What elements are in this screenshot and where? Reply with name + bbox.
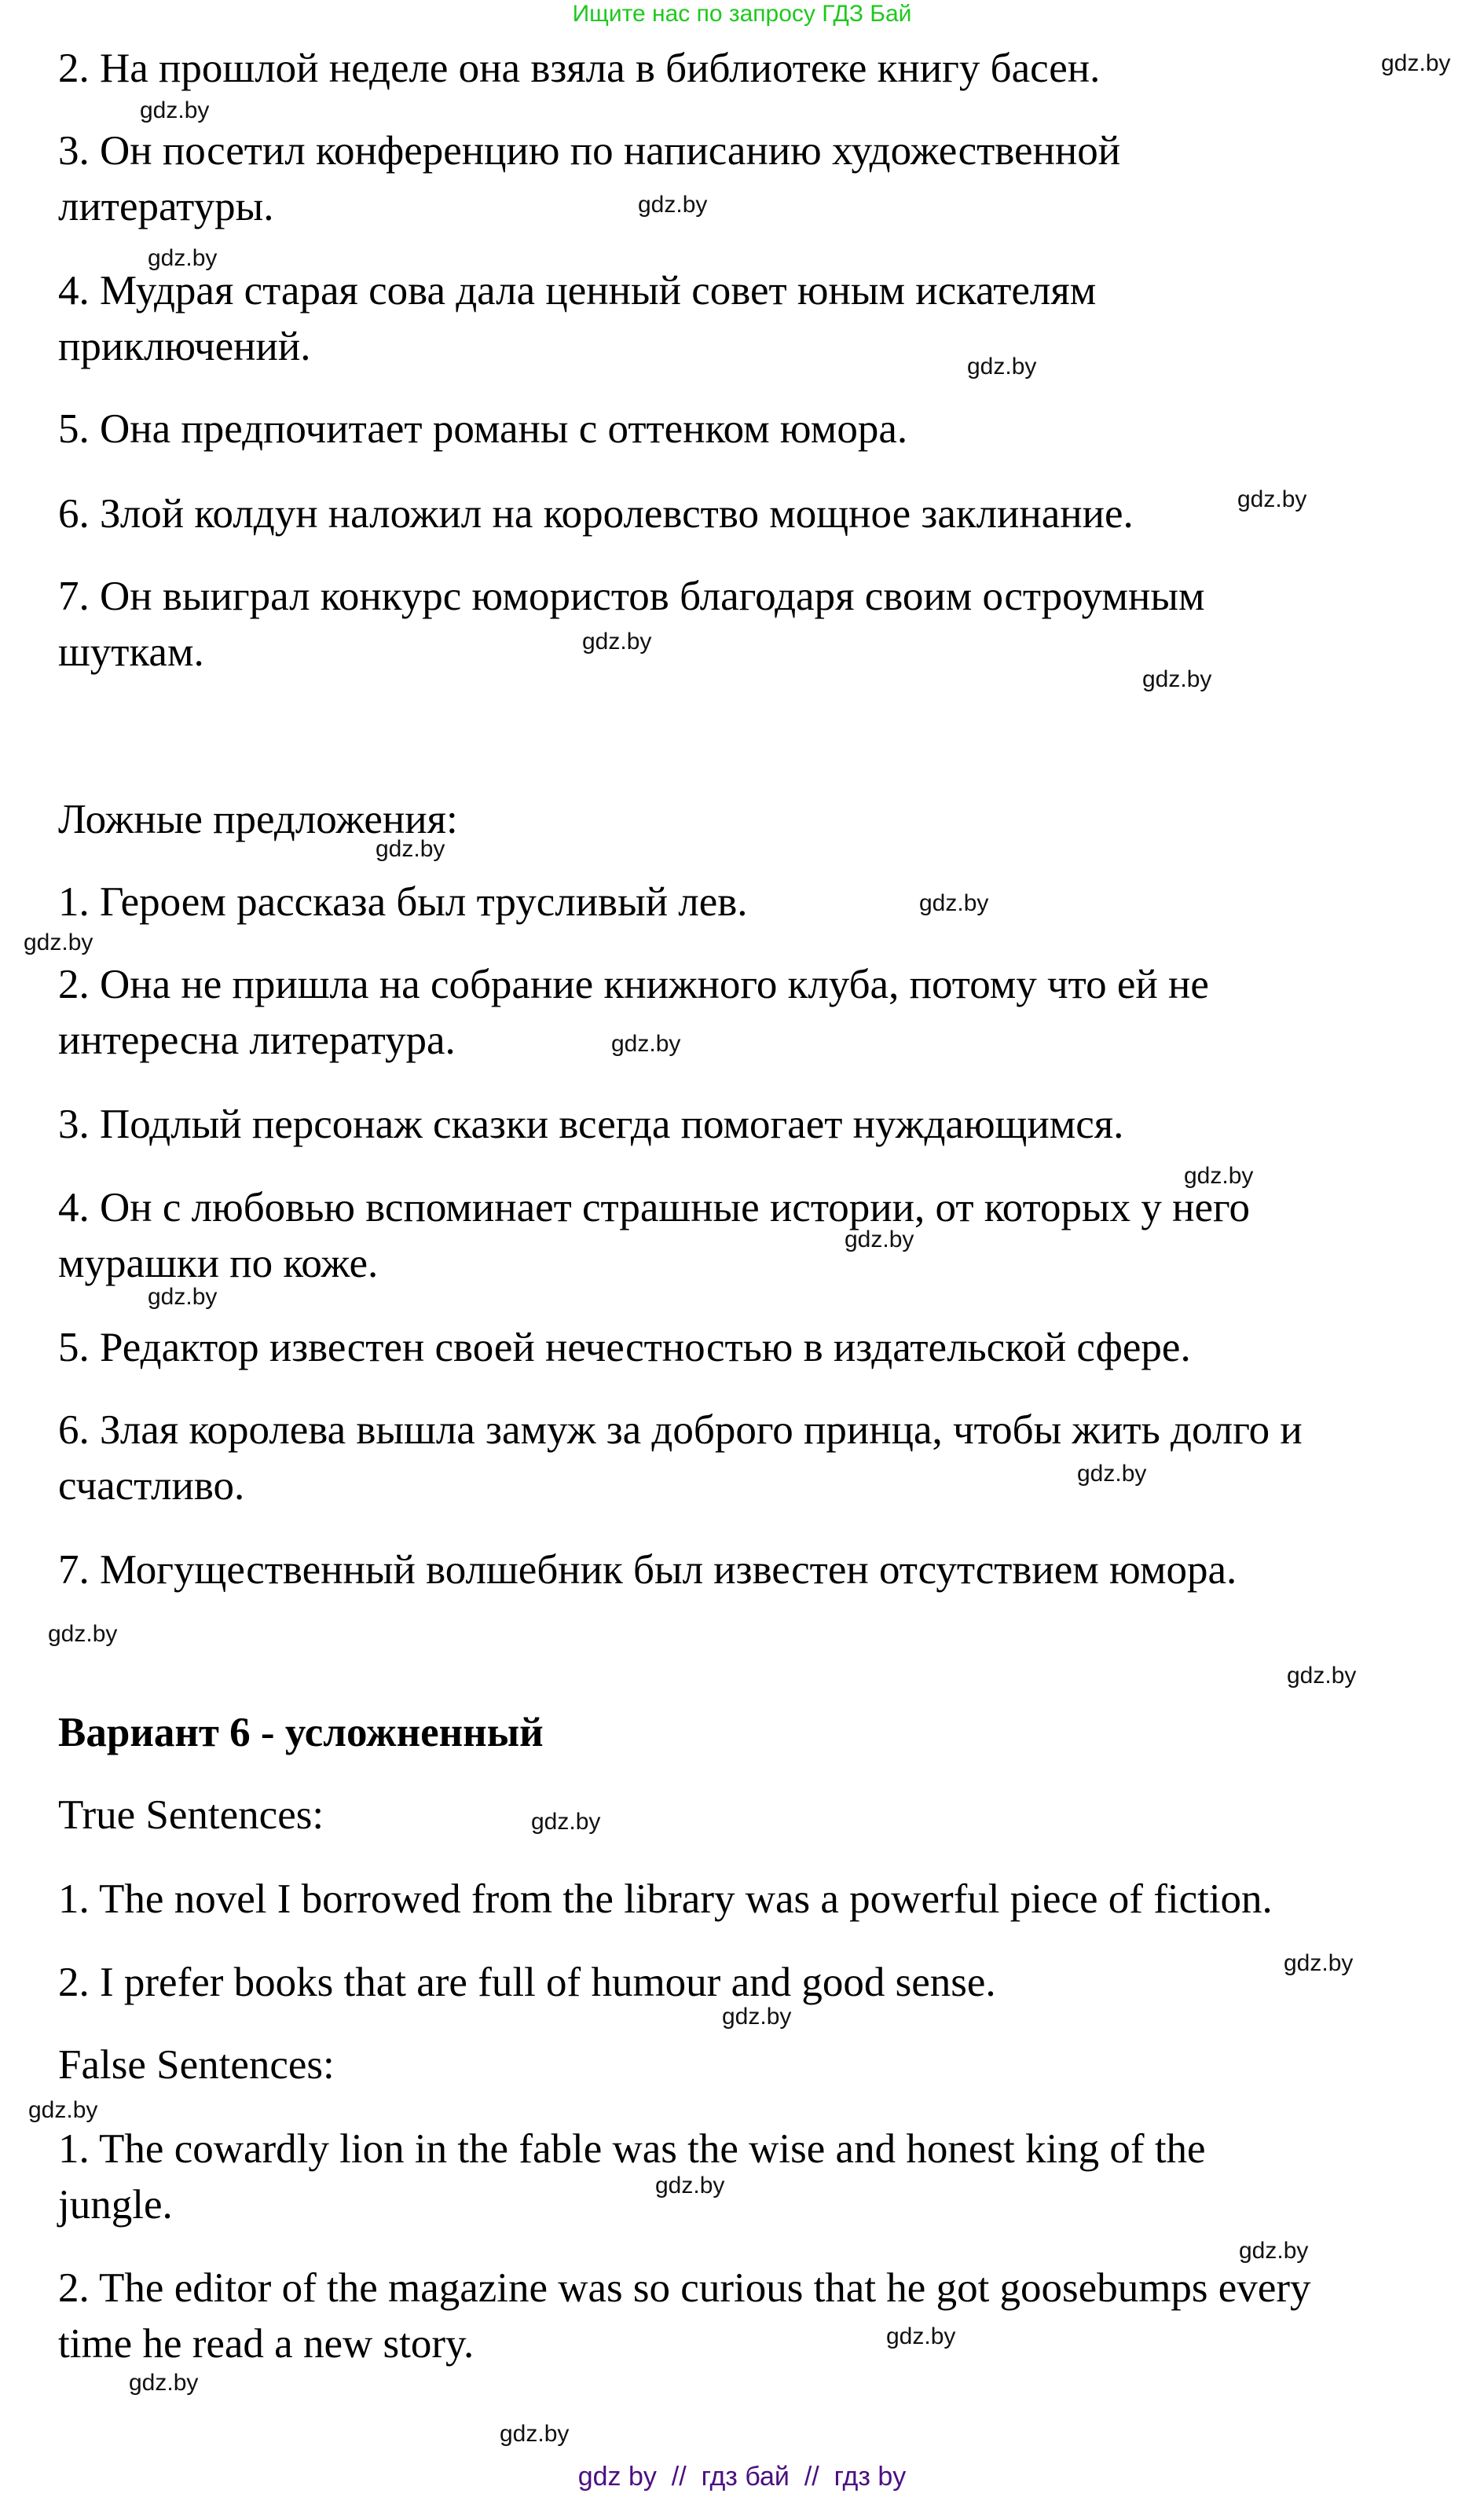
text-line: 3. Подлый персонаж сказки всегда помогает нуждающимся. <box>58 1102 1124 1147</box>
text-line: 4. Мудрая старая сова дала ценный совет юным искателям <box>58 268 1097 314</box>
text-line: False Sentences: <box>58 2042 335 2088</box>
watermark-text: gdz.by <box>1284 1950 1354 1976</box>
text-line: 2. Она не пришла на собрание книжного клуба, потому что ей не <box>58 962 1209 1007</box>
text-line: True Sentences: <box>58 1792 324 1838</box>
watermark-text: gdz.by <box>1184 1163 1254 1189</box>
watermark-text: gdz.by <box>582 629 652 655</box>
text-line: 7. Могущественный волшебник был известен отсутствием юмора. <box>58 1547 1237 1593</box>
text-line: счастливо. <box>58 1463 245 1509</box>
watermark-text: gdz.by <box>531 1809 601 1835</box>
watermark-text: gdz.by <box>28 2097 98 2123</box>
watermark-text: gdz.by <box>611 1031 681 1057</box>
section-heading: Вариант 6 - усложненный <box>58 1710 544 1755</box>
watermark-text: gdz.by <box>140 97 210 123</box>
watermark-text: gdz.by <box>1142 666 1212 692</box>
watermark-text: gdz.by <box>376 836 445 862</box>
text-line: time he read a new story. <box>58 2321 475 2367</box>
watermark-text: gdz.by <box>129 2370 199 2396</box>
watermark-text: gdz.by <box>655 2173 725 2198</box>
text-line: Ложные предложения: <box>58 797 458 842</box>
text-line: приключений. <box>58 324 311 369</box>
footer-links: gdz by // гдз бай // гдз by <box>577 2462 907 2492</box>
watermark-text: gdz.by <box>1381 50 1451 76</box>
text-line: мурашки по коже. <box>58 1241 379 1286</box>
text-line: 5. Она предпочитает романы с оттенком юмора. <box>58 406 908 452</box>
text-line: jungle. <box>58 2182 173 2228</box>
text-line: 2. The editor of the magazine was so curious that he got goosebumps every <box>58 2265 1311 2311</box>
watermark-text: gdz.by <box>148 1284 218 1310</box>
watermark-text: gdz.by <box>886 2323 956 2349</box>
text-line: 3. Он посетил конференцию по написанию художественной <box>58 128 1121 174</box>
text-line: интересна литература. <box>58 1018 456 1063</box>
watermark-text: gdz.by <box>500 2421 570 2447</box>
search-hint-banner: Ищите нас по запросу ГДЗ Бай <box>572 1 912 27</box>
text-line: литературы. <box>58 184 274 229</box>
watermark-text: gdz.by <box>148 245 218 271</box>
watermark-text: gdz.by <box>845 1227 914 1252</box>
text-line: 4. Он с любовью вспоминает страшные истории, от которых у него <box>58 1185 1250 1230</box>
text-line: 6. Злая королева вышла замуж за доброго принца, чтобы жить долго и <box>58 1407 1303 1453</box>
text-line: шуткам. <box>58 629 204 675</box>
watermark-text: gdz.by <box>1287 1663 1357 1689</box>
watermark-text: gdz.by <box>48 1621 118 1647</box>
watermark-text: gdz.by <box>1237 486 1307 512</box>
text-line: 1. The cowardly lion in the fable was the wise and honest king of the <box>58 2126 1206 2172</box>
watermark-text: gdz.by <box>919 890 989 916</box>
watermark-text: gdz.by <box>1077 1461 1147 1487</box>
text-line: 1. The novel I borrowed from the library was a powerful piece of fiction. <box>58 1876 1273 1922</box>
watermark-text: gdz.by <box>638 192 708 218</box>
watermark-text: gdz.by <box>967 354 1037 380</box>
text-line: 2. На прошлой неделе она взяла в библиотеке книгу басен. <box>58 46 1101 91</box>
text-line: 2. I prefer books that are full of humour and good sense. <box>58 1960 996 2005</box>
text-line: 6. Злой колдун наложил на королевство мощное заклинание. <box>58 491 1134 537</box>
text-line: 1. Героем рассказа был трусливый лев. <box>58 879 748 925</box>
watermark-text: gdz.by <box>1239 2238 1309 2264</box>
watermark-text: gdz.by <box>722 2004 792 2030</box>
text-line: 5. Редактор известен своей нечестностью в издательской сфере. <box>58 1325 1191 1370</box>
text-line: 7. Он выиграл конкурс юмористов благодаря своим остроумным <box>58 574 1205 619</box>
watermark-text: gdz.by <box>24 930 93 955</box>
